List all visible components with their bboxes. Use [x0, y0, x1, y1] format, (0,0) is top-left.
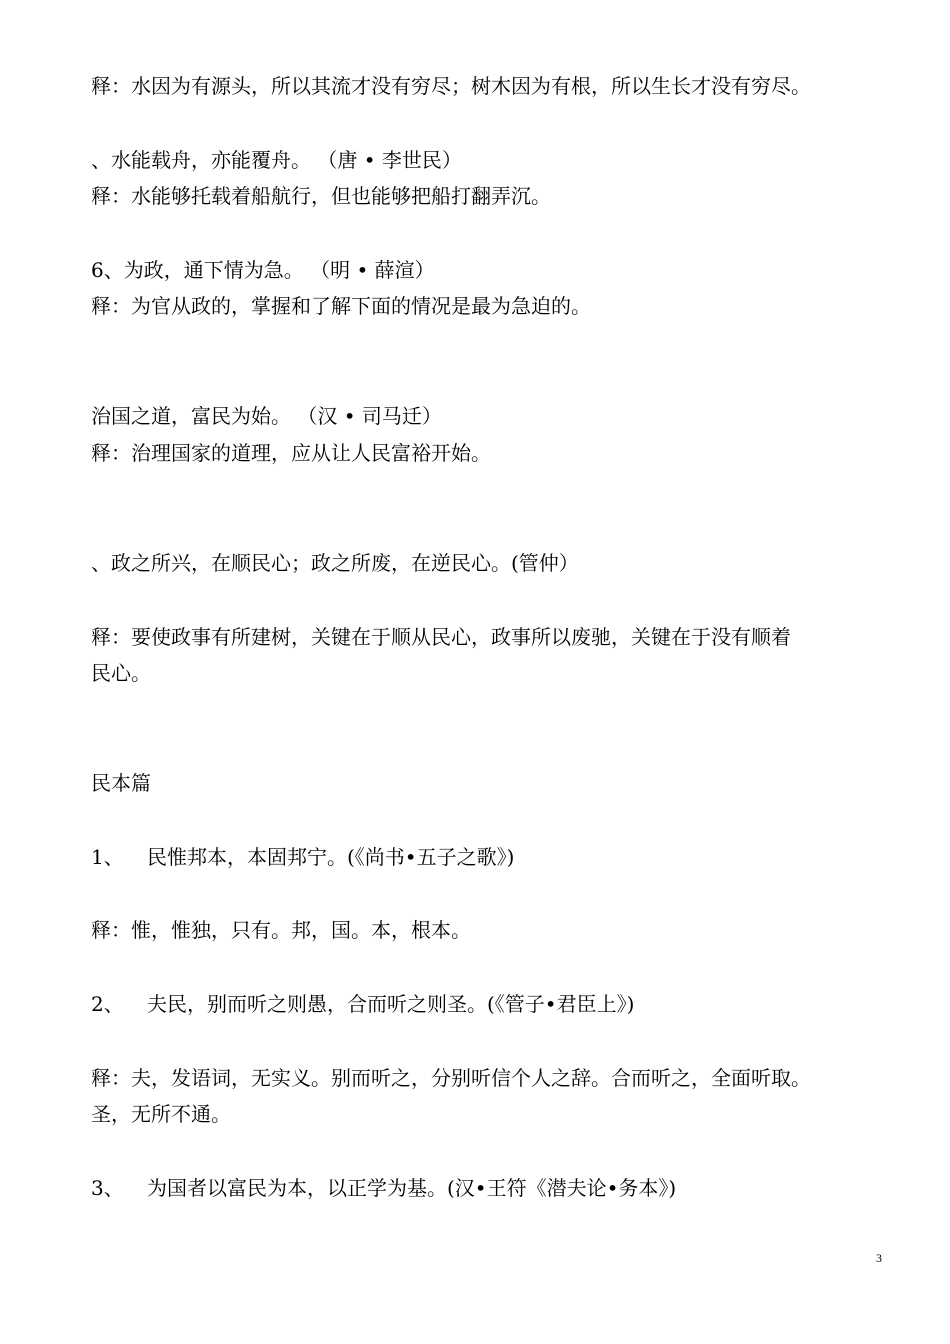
- quote-text: 6、为政，通下情为急。 （明 • 薛渲）: [91, 258, 435, 282]
- annotation-text: 释：水因为有源头，所以其流才没有穷尽；树木因为有根，所以生长才没有穷尽。: [91, 74, 811, 98]
- annotation-text: 释：治理国家的道理，应从让人民富裕开始。: [91, 441, 491, 465]
- annotation-text-continued: 民心。: [91, 661, 151, 685]
- list-item-number: 3、: [91, 1176, 124, 1200]
- annotation-text: 释：为官从政的，掌握和了解下面的情况是最为急迫的。: [91, 294, 591, 318]
- list-item: [91, 844, 514, 870]
- list-item-text: 夫民，别而听之则愚，合而听之则圣。(《管子•君臣上》): [147, 992, 635, 1016]
- quote-text: 治国之道，富民为始。 （汉 • 司马迁）: [91, 404, 442, 428]
- quote-text: 、政之所兴，在顺民心；政之所废，在逆民心。(管仲）: [91, 551, 579, 575]
- section-heading: 民本篇: [91, 771, 151, 795]
- annotation-text: 释：夫，发语词，无实义。别而听之，分别听信个人之辞。合而听之，全面听取。: [91, 1066, 811, 1090]
- list-item-text: 民惟邦本，本固邦宁。(《尚书•五子之歌》): [147, 845, 515, 869]
- list-item-text: 为国者以富民为本，以正学为基。(汉•王符《潜夫论•务本》): [147, 1176, 677, 1200]
- annotation-text-continued: 圣，无所不通。: [91, 1102, 231, 1126]
- annotation-text: 释：惟，惟独，只有。邦，国。本，根本。: [91, 918, 471, 942]
- annotation-text: 释：要使政事有所建树，关键在于顺从民心，政事所以废驰，关键在于没有顺着: [91, 625, 791, 649]
- list-item-number: 2、: [91, 992, 124, 1016]
- page-number: 3: [876, 1251, 882, 1265]
- list-item-number: 1、: [91, 845, 124, 869]
- list-item: [91, 991, 634, 1017]
- annotation-text: 释：水能够托载着船航行，但也能够把船打翻弄沉。: [91, 184, 551, 208]
- quote-text: 、水能载舟，亦能覆舟。 （唐 • 李世民）: [91, 148, 462, 172]
- list-item: [91, 1175, 676, 1201]
